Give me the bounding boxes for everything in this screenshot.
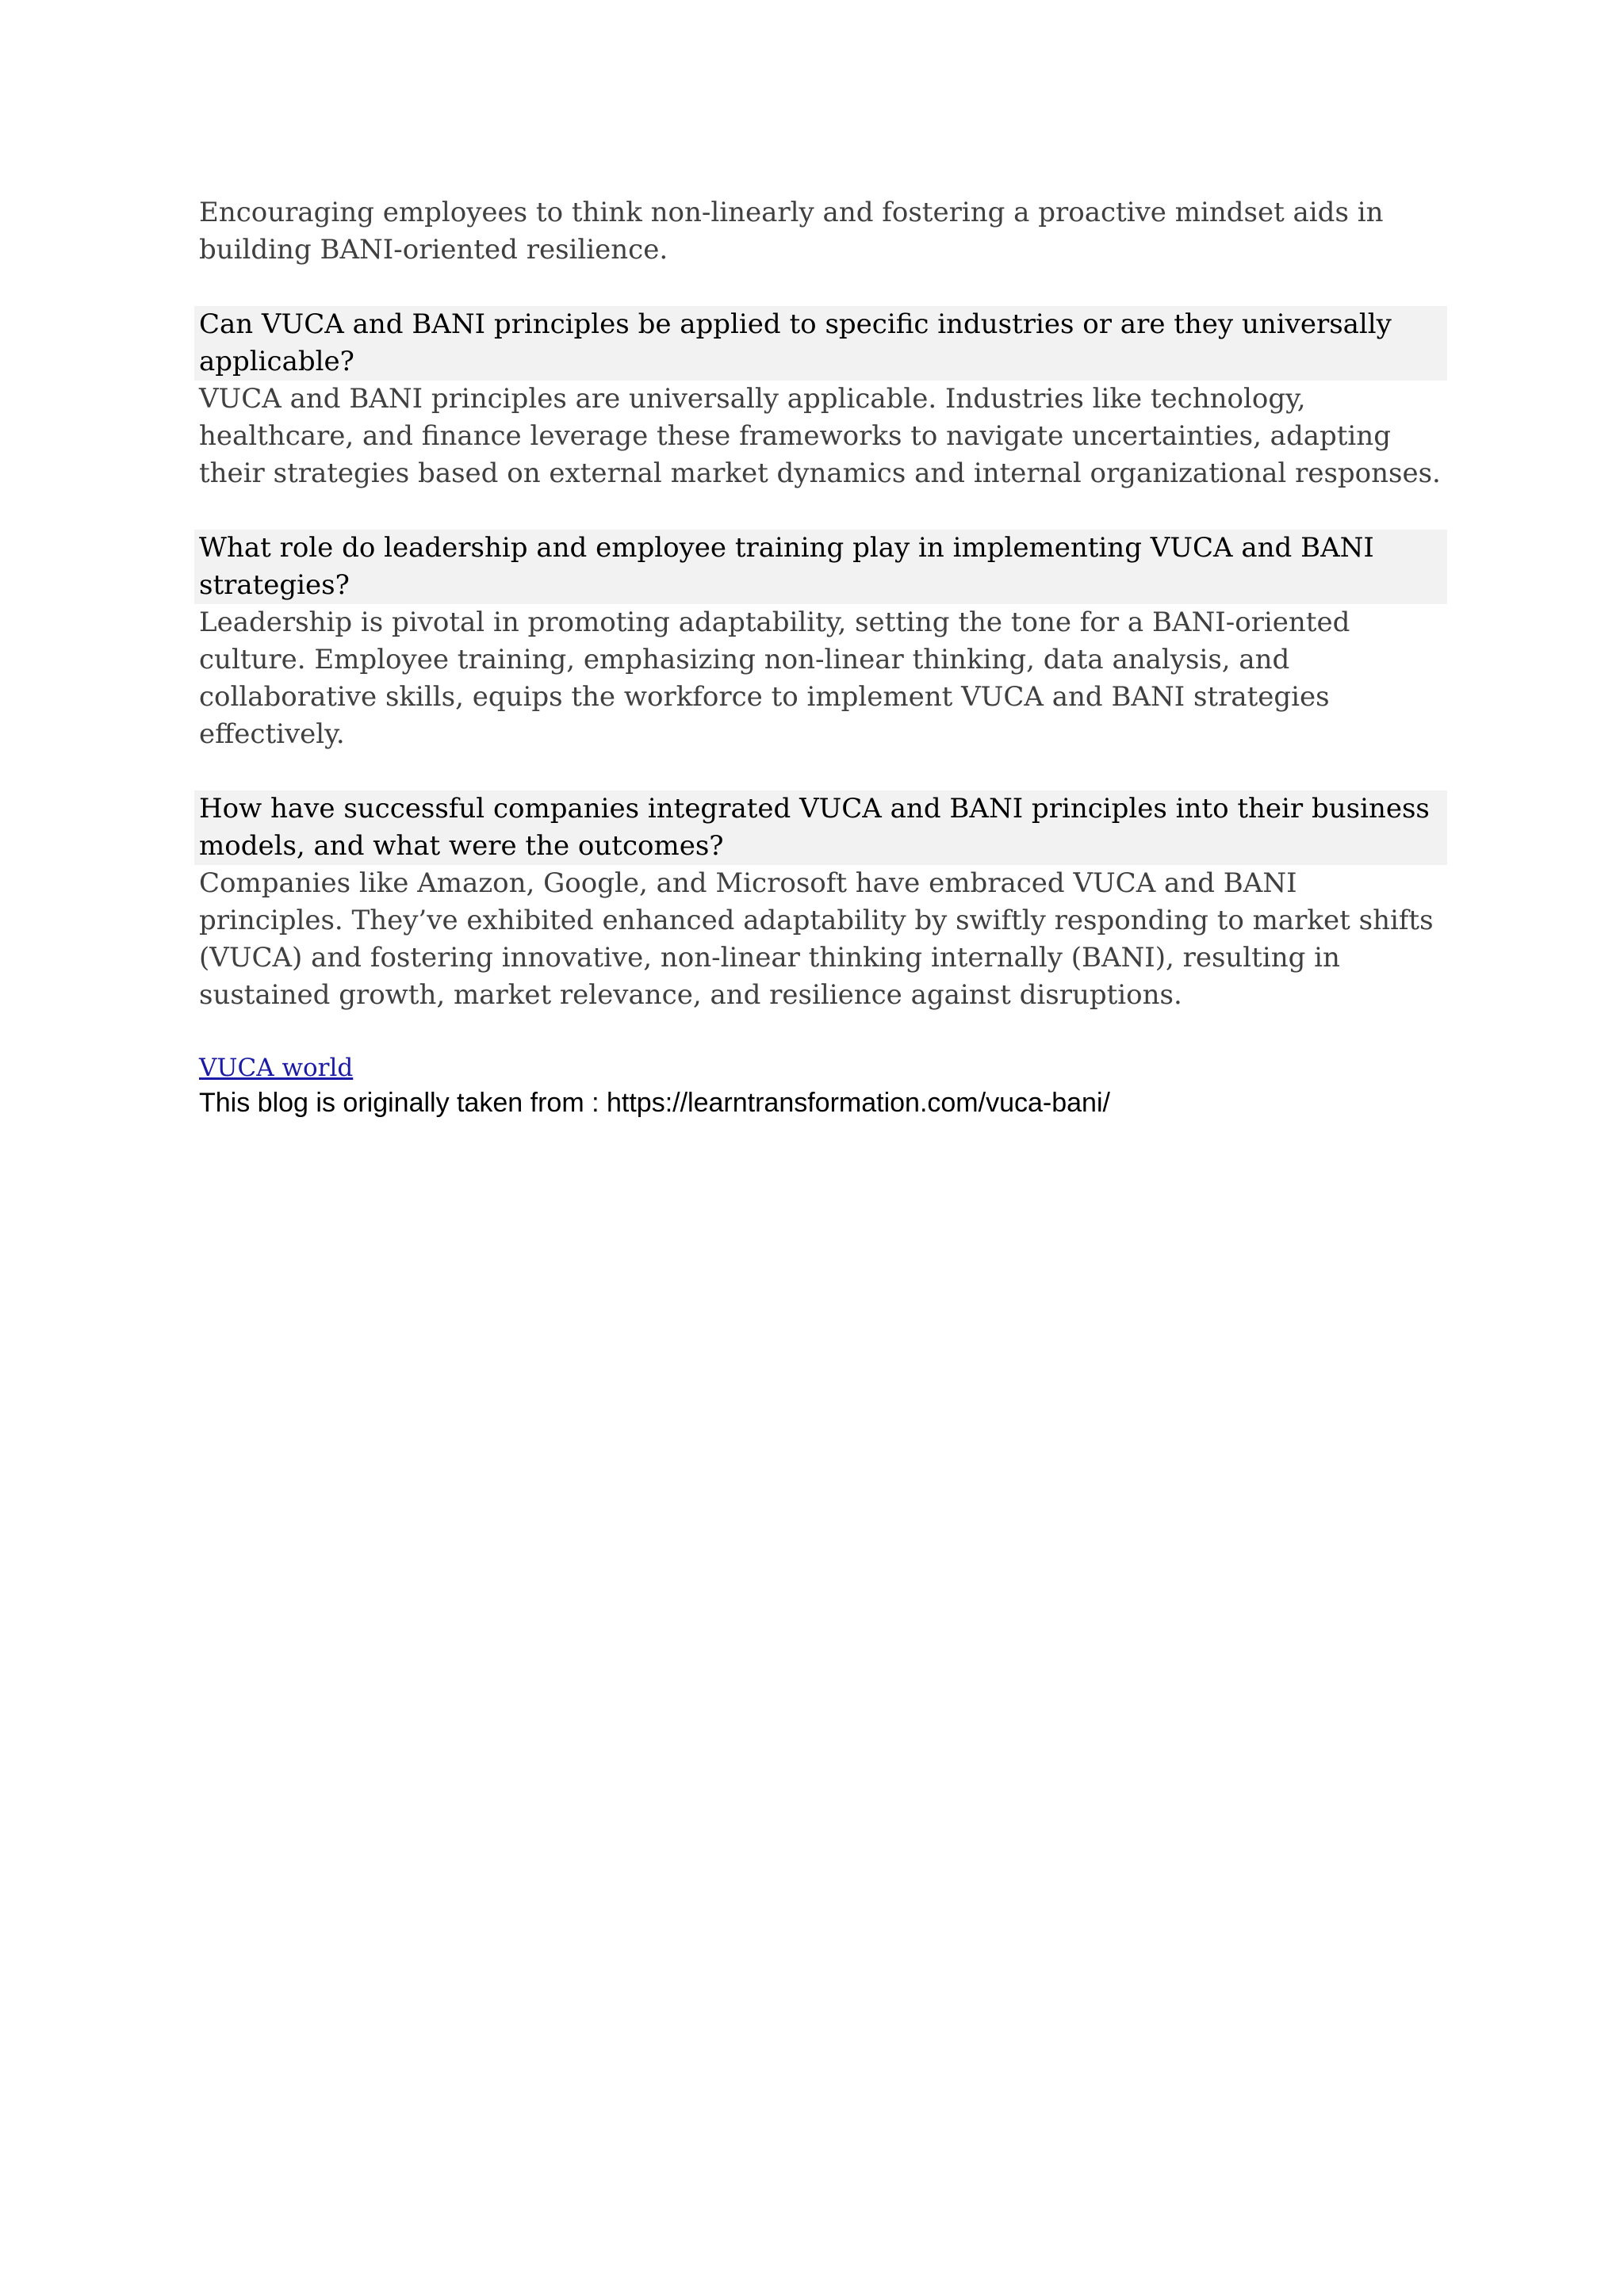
document-content <box>194 194 1447 1120</box>
link-line <box>194 1051 1447 1085</box>
faq-answer-3: Companies like Amazon, Google, and Microsoft have embraced VUCA and BANI principles. They’ve exhibited enhanced adaptability by swiftly responding to market shifts (VUCA) and fostering innovative, non-linear thinking internally (BANI), resulting in sustained growth, market relevance, and resilience against disruptions. <box>199 867 1434 1011</box>
faq-question-1: Can VUCA and BANI principles be applied to specific industries or are they universally applicable? <box>194 306 1447 381</box>
spacer <box>194 492 1447 530</box>
source-note: This blog is originally taken from : https://learntransformation.com/vuca-bani/ <box>199 1088 1110 1118</box>
faq-answer-1: VUCA and BANI principles are universally applicable. Industries like technology, healthcare, and finance leverage these frameworks to navigate uncertainties, adapting their strategies based on external market dynamics and internal organizational responses. <box>199 383 1441 489</box>
spacer <box>194 1014 1447 1051</box>
intro-paragraph: Encouraging employees to think non-linearly and fostering a proactive mindset aids in building BANI-oriented resilience. <box>199 197 1384 266</box>
faq-question-3: How have successful companies integrated VUCA and BANI principles into their business models, and what were the outcomes? <box>194 790 1447 865</box>
vuca-world-link[interactable]: VUCA world <box>199 1054 354 1082</box>
faq-answer-2: Leadership is pivotal in promoting adaptability, setting the tone for a BANI-oriented culture. Employee training, emphasizing non-linear thinking, data analysis, and collaborative skills, equips the workforce to implement VUCA and BANI strategies effectively. <box>199 607 1350 750</box>
spacer <box>194 269 1447 306</box>
faq-question-2: What role do leadership and employee training play in implementing VUCA and BANI strategies? <box>194 530 1447 604</box>
spacer <box>194 753 1447 790</box>
